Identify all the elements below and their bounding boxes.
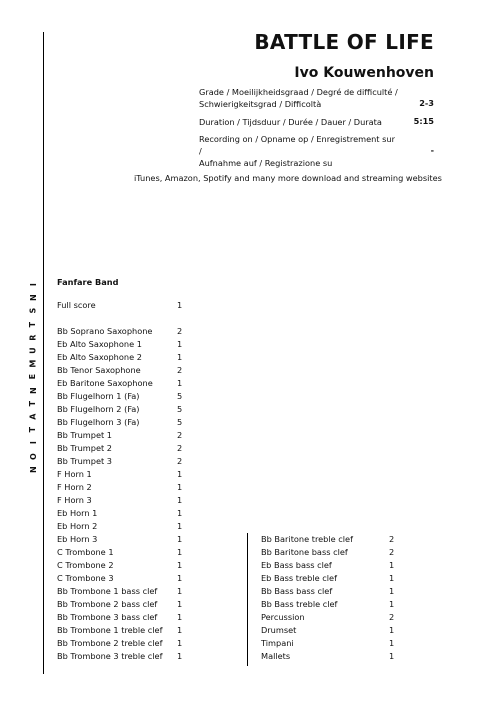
instrument-row	[57, 585, 183, 598]
side-label-letter: N	[28, 466, 38, 473]
instrument-name: Bb Flugelhorn 3 (Fa)	[57, 417, 140, 427]
grade-label-line-2: Schwierigkeitsgrad / Difficoltà	[199, 99, 322, 109]
instrument-qty: 1	[177, 638, 183, 648]
composer-name: Ivo Kouwenhoven	[294, 65, 434, 81]
instrument-qty: 1	[389, 586, 395, 596]
instrument-name: Eb Horn 2	[57, 521, 98, 531]
grade-label	[199, 86, 399, 110]
side-label-letter: S	[28, 308, 38, 314]
instrument-row	[57, 390, 183, 403]
instrument-qty: 1	[177, 482, 183, 492]
instrument-row	[261, 637, 395, 650]
instrument-name: Bb Flugelhorn 2 (Fa)	[57, 404, 140, 414]
instrument-row	[57, 377, 183, 390]
instrument-qty: 1	[389, 560, 395, 570]
instrument-name: Eb Bass bass clef	[261, 560, 332, 570]
instrument-qty: 1	[177, 586, 183, 596]
instrument-name: Bb Trumpet 3	[57, 456, 112, 466]
instrument-qty: 2	[177, 430, 183, 440]
instrument-row	[261, 572, 395, 585]
left-rule	[43, 32, 44, 674]
instrument-row	[57, 325, 183, 338]
instrument-name: Percussion	[261, 612, 305, 622]
instrument-qty: 1	[177, 352, 183, 362]
instrument-qty: 2	[177, 456, 183, 466]
recording-label-line-2: Aufnahme auf / Registrazione su	[199, 158, 333, 168]
instrument-qty: 1	[177, 599, 183, 609]
instrumentation-side-label	[26, 278, 40, 476]
instrument-row	[57, 507, 183, 520]
instrument-row	[261, 650, 395, 663]
instrument-row	[261, 611, 395, 624]
instrument-row	[57, 442, 183, 455]
duration-label: Duration / Tijdsduur / Durée / Dauer / Durata	[199, 117, 382, 127]
side-label-letter: I	[28, 441, 38, 445]
instrument-qty: 5	[177, 417, 183, 427]
instrument-name: Eb Bass treble clef	[261, 573, 337, 583]
grade-value: 2-3	[419, 98, 434, 108]
instrument-name: Bb Trombone 2 bass clef	[57, 599, 158, 609]
recording-value: -	[430, 145, 434, 155]
instrument-qty: 1	[389, 638, 395, 648]
instrument-name: Timpani	[261, 638, 294, 648]
page-title: BATTLE OF LIFE	[254, 30, 434, 54]
instrument-qty: 2	[177, 365, 183, 375]
instrument-qty: 1	[177, 378, 183, 388]
instrument-qty: 2	[389, 547, 395, 557]
full-score-row	[57, 299, 187, 312]
instrument-qty: 1	[389, 573, 395, 583]
side-label-letter: A	[28, 413, 38, 420]
instrument-name: F Horn 3	[57, 495, 92, 505]
instrument-qty: 5	[177, 391, 183, 401]
instrument-name: F Horn 2	[57, 482, 92, 492]
instrument-name: Bb Trumpet 2	[57, 443, 112, 453]
instrument-row	[57, 429, 183, 442]
instrument-row	[261, 598, 395, 611]
instrument-row	[261, 585, 395, 598]
instrument-row	[261, 533, 395, 546]
instrument-row	[57, 533, 183, 546]
instrument-qty: 2	[177, 326, 183, 336]
instrument-row	[57, 364, 183, 377]
instrument-name: Bb Trombone 1 treble clef	[57, 625, 163, 635]
instrument-row	[57, 598, 183, 611]
side-label-letter: T	[28, 400, 38, 407]
instrument-row	[57, 468, 183, 481]
instrument-qty: 1	[177, 521, 183, 531]
side-label-letter: T	[28, 427, 38, 433]
instrument-qty: 1	[389, 651, 395, 661]
instrument-qty: 5	[177, 404, 183, 414]
recording-label	[199, 133, 399, 169]
instrument-row	[261, 624, 395, 637]
duration-value: 5:15	[413, 116, 434, 126]
instrument-name: F Horn 1	[57, 469, 92, 479]
instrument-name: Eb Horn 3	[57, 534, 98, 544]
instrument-name: Bb Baritone bass clef	[261, 547, 348, 557]
instrument-name: Eb Alto Saxophone 1	[57, 339, 142, 349]
side-label-letter: E	[28, 374, 38, 380]
instrument-row	[57, 624, 183, 637]
instrument-row	[261, 546, 395, 559]
instrument-name: Bb Trombone 1 bass clef	[57, 586, 158, 596]
recording-label-line-1: Recording on / Opname op / Enregistrement sur /	[199, 134, 395, 156]
instrument-row	[57, 572, 183, 585]
instrument-row	[57, 650, 183, 663]
instrument-row	[57, 338, 183, 351]
instrument-name: Bb Bass bass clef	[261, 586, 333, 596]
instrument-row	[57, 455, 183, 468]
instrument-name: Eb Baritone Saxophone	[57, 378, 153, 388]
instrument-name: Bb Trombone 3 treble clef	[57, 651, 163, 661]
instrument-row	[57, 494, 183, 507]
instrument-qty: 1	[177, 573, 183, 583]
instrument-row	[57, 520, 183, 533]
side-label-letter: U	[28, 347, 38, 354]
instrument-qty: 1	[177, 339, 183, 349]
side-label-letter: R	[28, 334, 38, 341]
instrument-qty: 1	[389, 625, 395, 635]
side-label-letter: O	[28, 452, 38, 460]
instrument-name: Drumset	[261, 625, 297, 635]
side-label-letter: N	[28, 294, 38, 302]
instrument-name: C Trombone 1	[57, 547, 114, 557]
instrument-name: Bb Baritone treble clef	[261, 534, 353, 544]
instrument-name: C Trombone 2	[57, 560, 114, 570]
column-divider	[247, 533, 248, 666]
ensemble-heading: Fanfare Band	[57, 277, 119, 287]
instrument-qty: 1	[177, 612, 183, 622]
instrument-qty: 1	[177, 534, 183, 544]
instrument-qty: 1	[177, 547, 183, 557]
instrument-name: Bb Soprano Saxophone	[57, 326, 153, 336]
instrument-name: Eb Alto Saxophone 2	[57, 352, 142, 362]
side-label-letter: M	[28, 359, 38, 368]
side-label-letter: N	[28, 386, 38, 394]
instrument-name: Bb Flugelhorn 1 (Fa)	[57, 391, 140, 401]
instrument-row	[57, 481, 183, 494]
instrument-qty: 1	[177, 495, 183, 505]
instrument-row	[57, 403, 183, 416]
instrument-row	[57, 611, 183, 624]
instrument-name: Eb Horn 1	[57, 508, 98, 518]
instrument-name: C Trombone 3	[57, 573, 114, 583]
instrument-name: Bb Trumpet 1	[57, 430, 112, 440]
instrument-qty: 1	[177, 625, 183, 635]
instrument-row	[57, 637, 183, 650]
instrument-qty: 1	[177, 469, 183, 479]
instrument-qty: 1	[177, 300, 183, 310]
instrument-name: Bb Trombone 2 treble clef	[57, 638, 163, 648]
instrument-qty: 1	[177, 508, 183, 518]
side-label-letter: I	[28, 283, 38, 287]
instrument-qty: 1	[177, 560, 183, 570]
instrument-name: Bb Tenor Saxophone	[57, 365, 141, 375]
instrument-qty: 2	[177, 443, 183, 453]
stores-text: iTunes, Amazon, Spotify and many more download and streaming websites	[134, 173, 442, 183]
grade-label-line-1: Grade / Moeilijkheidsgraad / Degré de difficulté /	[199, 87, 398, 97]
instrument-row	[57, 546, 183, 559]
instrument-row	[57, 559, 183, 572]
instrument-row	[57, 416, 183, 429]
instrument-qty: 1	[389, 599, 395, 609]
instrument-qty: 2	[389, 612, 395, 622]
instrument-row	[261, 559, 395, 572]
side-label-letter: T	[28, 321, 38, 327]
instrument-name: Bb Bass treble clef	[261, 599, 338, 609]
instrument-qty: 2	[389, 534, 395, 544]
instrument-name: Mallets	[261, 651, 291, 661]
instrument-name: Full score	[57, 300, 96, 310]
instrument-name: Bb Trombone 3 bass clef	[57, 612, 158, 622]
instrument-qty: 1	[177, 651, 183, 661]
instrument-row	[57, 351, 183, 364]
